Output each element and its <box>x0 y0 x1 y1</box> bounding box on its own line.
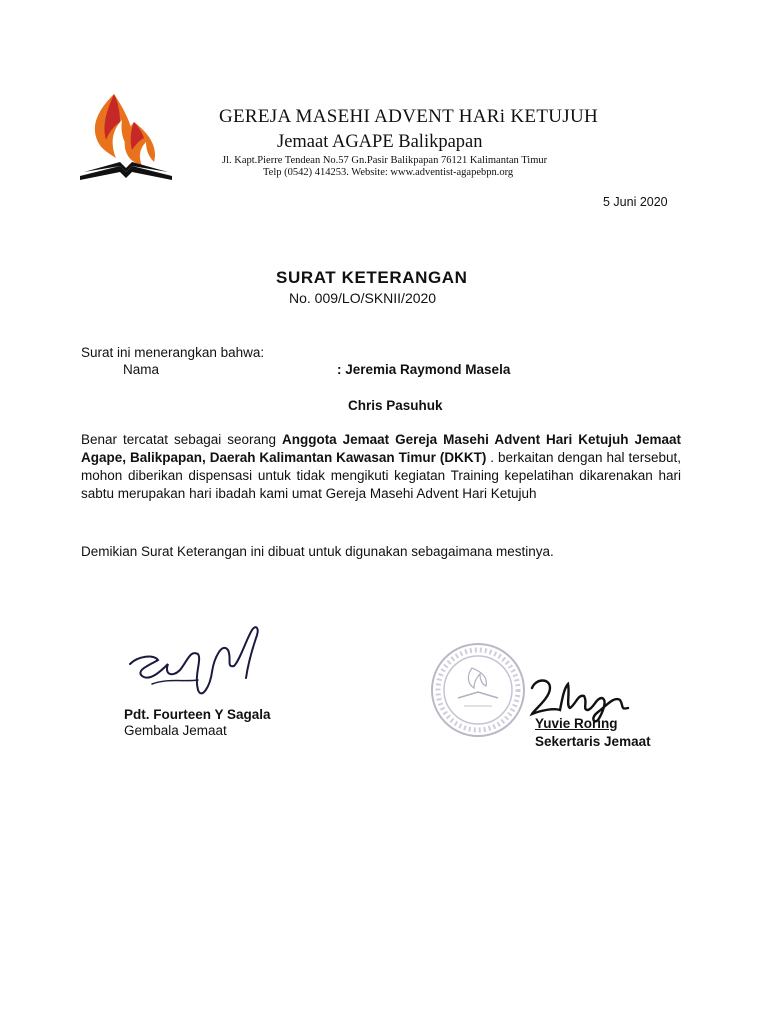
body-text-start: Benar tercatat sebagai seorang <box>81 432 282 447</box>
body-paragraph <box>81 431 681 503</box>
left-signer-name: Pdt. Fourteen Y Sagala <box>124 707 271 722</box>
second-name: Chris Pasuhuk <box>348 398 443 413</box>
closing-statement: Demikian Surat Keterangan ini dibuat untuk digunakan sebagaimana mestinya. <box>81 544 554 559</box>
body-text-bold: Anggota Jemaat Gereja Masehi Advent Hari Ketujuh Jemaat Agape, Balikpapan, Daerah Kalimantan Kawasan Timur (DKKT) <box>81 432 681 465</box>
right-signer-role: Sekertaris Jemaat <box>535 734 651 749</box>
contact-line: Telp (0542) 414253. Website: www.adventist-agapebpn.org <box>263 167 514 178</box>
intro-text: Surat ini menerangkan bahwa: <box>81 345 265 360</box>
letter-title: SURAT KETERANGAN <box>276 268 468 287</box>
letter-date: 5 Juni 2020 <box>603 195 668 209</box>
name-value: : Jeremia Raymond Masela <box>337 362 511 377</box>
flame-open-bible-logo <box>76 92 176 184</box>
church-seal-stamp <box>428 640 528 740</box>
right-signer-name: Yuvie Roring <box>535 716 618 731</box>
address-line: Jl. Kapt.Pierre Tendean No.57 Gn.Pasir Balikpapan 76121 Kalimantan Timur <box>222 155 548 166</box>
left-signer-role: Gembala Jemaat <box>124 723 227 738</box>
left-signature <box>128 620 268 700</box>
branch-name: Jemaat AGAPE Balikpapan <box>277 132 483 152</box>
letter-number: No. 009/LO/SKNII/2020 <box>289 290 437 306</box>
name-label: Nama <box>123 362 160 377</box>
organization-name: GEREJA MASEHI ADVENT HARi KETUJUH <box>219 106 598 127</box>
body-text-end: . berkaitan dengan hal tersebut, mohon diberikan dispensasi untuk tidak mengikuti kegiatan Training kepelatihan dikarenakan hari sabtu merupakan hari ibadah kami umat Gereja Masehi Advent Hari Ketujuh <box>81 450 681 501</box>
